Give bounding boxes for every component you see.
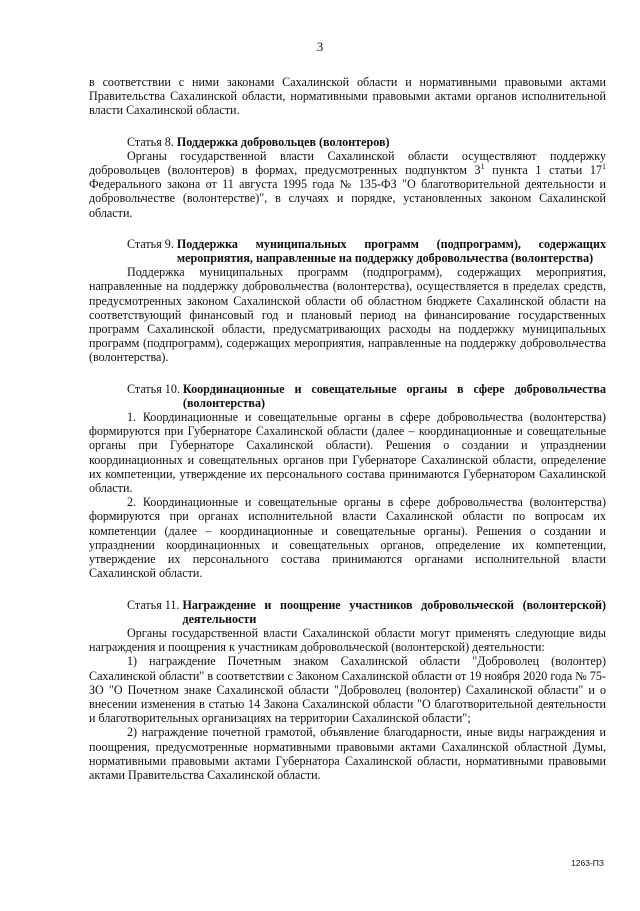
article-11-paragraph-1: Органы государственной власти Сахалинской области могут применять следующие виды награждения и поощрения к участникам добровольческой (волонтерской) деятельности: bbox=[89, 625, 606, 655]
article-8-heading bbox=[89, 135, 606, 149]
article-8-text-a: Органы государственной власти Сахалинской области осуществляют поддержку добровольцев (волонтеров) в формах, предусмотренных подпунктом 3 bbox=[89, 148, 606, 178]
article-9-heading bbox=[89, 237, 606, 265]
intro-paragraph: в соответствии с ними законами Сахалинской области и нормативными правовыми актами Правительства Сахалинской области, нормативными правовыми актами органов исполнительной власти Сахалинской области. bbox=[89, 75, 606, 118]
article-9-paragraph: Поддержка муниципальных программ (подпрограмм), содержащих мероприятия, направленные на поддержку добровольчества (волонтерства), осуществляется в пределах средств, предусмотренных законом Сахалинской области об областном бюджете Сахалинской области на соответствующий финансовый год и плановый период на финансирование государственных программ Сахалинской области, предусматривающих расходы на поддержку муниципальных программ (подпрограмм), содержащих мероприятия, направленные на поддержку добровольчества (волонтерства). bbox=[89, 265, 606, 365]
document-body bbox=[89, 75, 606, 782]
article-10-title: Координационные и совещательные органы в сфере добровольчества (волонтерства) bbox=[182, 381, 606, 410]
article-11-heading bbox=[89, 598, 606, 626]
article-8-title: Поддержка добровольцев (волонтеров) bbox=[176, 134, 390, 149]
article-10-prefix: Статья 10. bbox=[127, 381, 183, 396]
superscript: 1 bbox=[480, 162, 485, 172]
article-10-paragraph-2: 2. Координационные и совещательные органы в сфере добровольчества (волонтерства) формируются при органах исполнительной власти Сахалинской области по вопросам их компетенции (далее – координационные и совещательные органы). Решения о создании и упразднении координационных и совещательных органов, определение их компетенции, утверждение их персонального состава принимаются органами исполнительной власти Сахалинской области. bbox=[89, 495, 606, 581]
article-8-paragraph bbox=[89, 149, 606, 220]
article-10-paragraph-1: 1. Координационные и совещательные органы в сфере добровольчества (волонтерства) формируются при Губернаторе Сахалинской области (далее – координационные и совещательные органы при Губернаторе Сахалинской области). Решения о создании и упразднении координационных и совещательных органов при Губернаторе Сахалинской области, определение их компетенции, утверждение их персонального состава принимаются Губернатором Сахалинской области. bbox=[89, 410, 606, 496]
article-8-prefix: Статья 8. bbox=[127, 134, 177, 149]
article-9-prefix: Статья 9. bbox=[127, 236, 177, 251]
page-number: 3 bbox=[316, 39, 324, 54]
article-11-title: Награждение и поощрение участников добровольческой (волонтерской) деятельности bbox=[182, 597, 606, 626]
article-8-text-c: Федерального закона от 11 августа 1995 года № 135-ФЗ "О благотворительной деятельности и добровольчестве (волонтерстве)", в случаях и порядке, установленных законом Сахалинской области. bbox=[89, 177, 606, 220]
article-11-prefix: Статья 11. bbox=[127, 597, 183, 612]
document-code: 1263-ПЗ bbox=[571, 858, 604, 868]
article-8-text-b: пункта 1 статьи 17 bbox=[484, 163, 602, 178]
article-9-title: Поддержка муниципальных программ (подпрограмм), содержащих мероприятия, направленные на поддержку добровольчества (волонтерства) bbox=[176, 236, 606, 266]
article-11-paragraph-3: 2) награждение почетной грамотой, объявление благодарности, иные виды награждения и поощрения, предусмотренные нормативными правовыми актами Сахалинской областной Думы, нормативными правовыми актами Губернатора Сахалинской области, нормативными правовыми актами Правительства Сахалинской области. bbox=[89, 725, 606, 782]
superscript: 1 bbox=[602, 162, 606, 172]
article-10-heading bbox=[89, 382, 606, 410]
article-11-paragraph-2: 1) награждение Почетным знаком Сахалинской области "Доброволец (волонтер) Сахалинской области" в соответствии с Законом Сахалинской области от 19 ноября 2020 года № 75-ЗО "О Почетном знаке Сахалинской области "Доброволец (волонтер) Сахалинской области" и о внесении изменения в статью 14 Закона Сахалинской области "О благотворительной деятельности и благотворительных организациях на территории Сахалинской области"; bbox=[89, 654, 606, 726]
